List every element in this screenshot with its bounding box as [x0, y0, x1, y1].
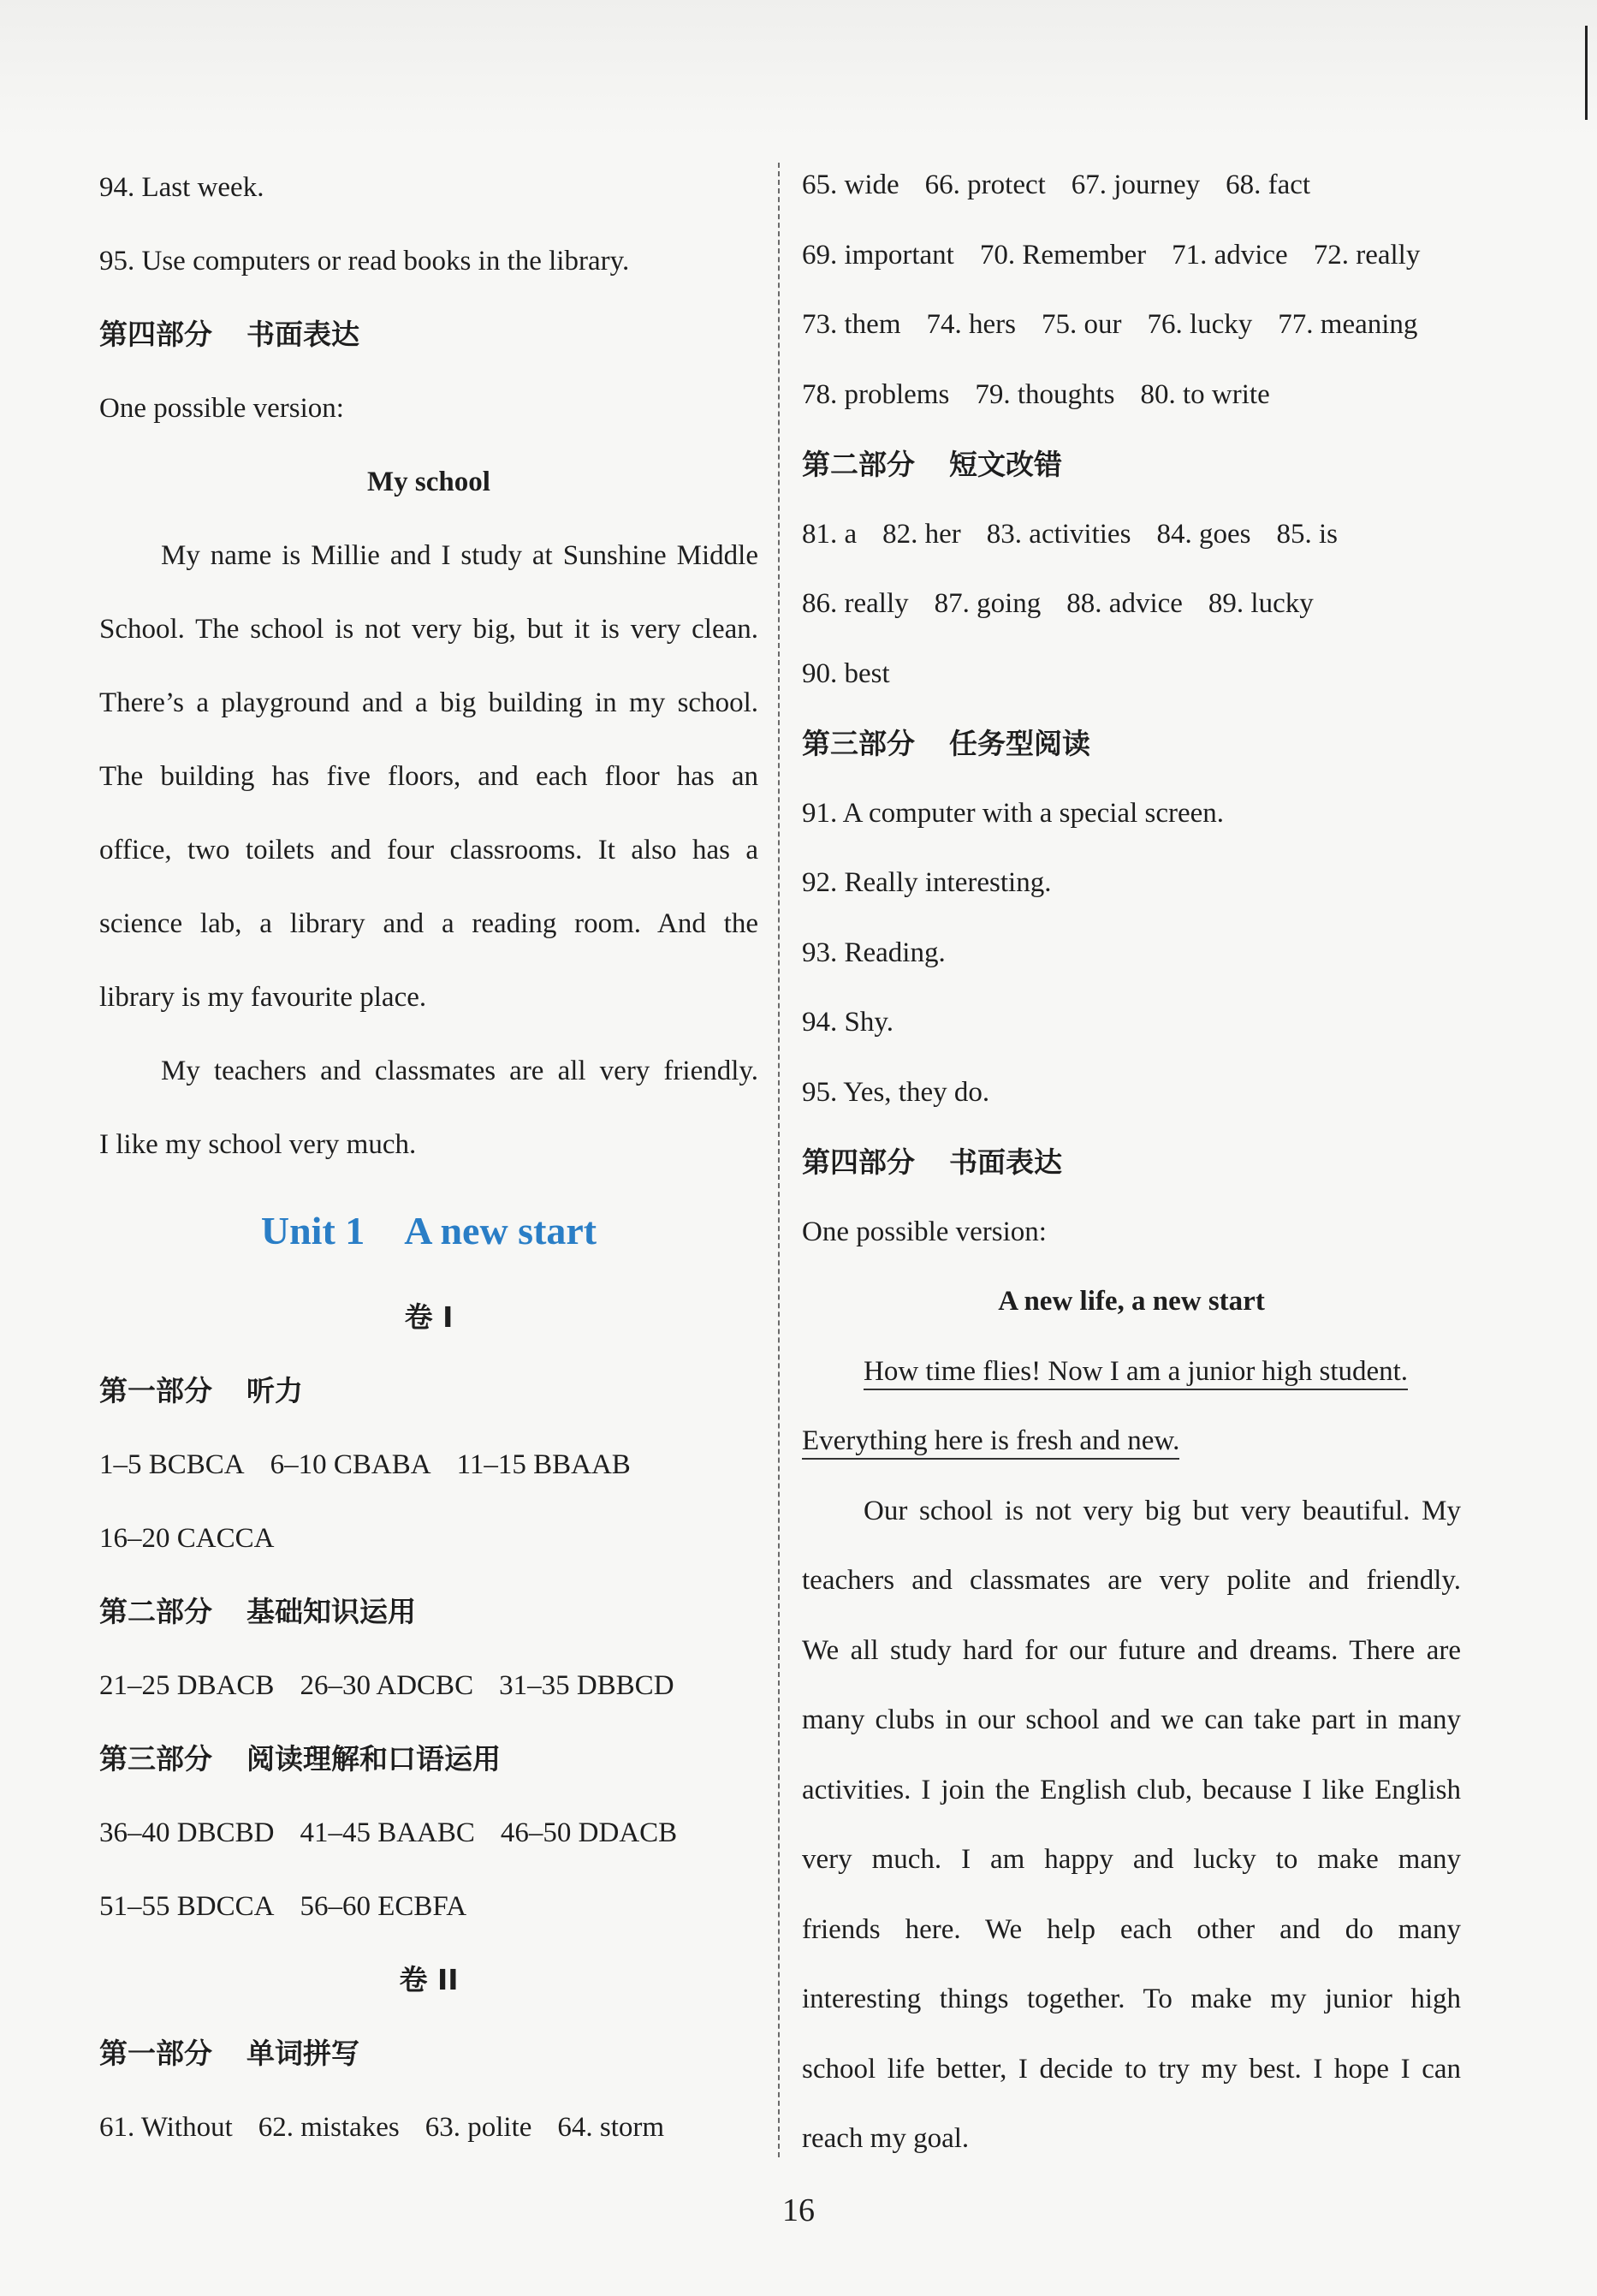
section-number: 第四部分 — [802, 1145, 915, 1179]
answer-item: 82. her — [882, 518, 961, 550]
essay-opening-line — [802, 1407, 1461, 1477]
section-number: 第三部分 — [99, 1742, 212, 1776]
essay-line: Our school is not very big but very beautiful. My — [864, 1495, 1461, 1526]
essay-line: We all study hard for our future and dreams. There are — [802, 1634, 1461, 1666]
section-heading-task-reading — [802, 709, 1461, 779]
section-name: 书面表达 — [949, 1145, 1062, 1179]
answer-item: 77. meaning — [1278, 309, 1418, 340]
answer-group: 41–45 BAABC — [300, 1817, 475, 1848]
essay-line: My name is Millie and I study at Sunshine Middle — [161, 540, 758, 571]
page-number: 16 — [782, 2192, 815, 2228]
answer-item: 85. is — [1276, 518, 1338, 550]
section-number: 第四部分 — [99, 318, 212, 351]
answer-item: 83. activities — [986, 518, 1131, 550]
answer-row — [99, 1796, 758, 1870]
essay-line: reach my goal. — [802, 2123, 970, 2154]
section-number: 第二部分 — [802, 448, 915, 481]
essay-line: School. The school is not very big, but it is very clean. — [99, 614, 758, 645]
essay-line: science lab, a library and a reading room. And the — [99, 908, 758, 939]
answer-94: 94. Shy. — [802, 1007, 893, 1038]
section-heading-listening — [99, 1354, 758, 1428]
essay-opening-line — [802, 1337, 1461, 1407]
left-column — [99, 151, 758, 2164]
answer-group: 36–40 DBCBD — [99, 1817, 275, 1848]
essay-line: interesting things together. To make my junior high — [802, 1984, 1461, 2014]
answer-item: 86. really — [802, 588, 909, 619]
answer-row — [802, 569, 1461, 639]
essay-line: school life better, I decide to try my best. I hope I can — [802, 2053, 1461, 2085]
answer-item: 74. hers — [926, 309, 1016, 340]
answer-row — [802, 500, 1461, 570]
answer-93: 93. Reading. — [802, 937, 946, 968]
section-name: 单词拼写 — [246, 2037, 359, 2070]
answer-row — [802, 221, 1461, 291]
answer-91: 91. A computer with a special screen. — [802, 797, 1225, 829]
section-name: 书面表达 — [246, 318, 359, 351]
essay-line: I like my school very much. — [99, 1129, 417, 1160]
answer-row — [99, 1649, 758, 1722]
answer-item: 79. thoughts — [975, 378, 1115, 410]
answer-item: 84. goes — [1156, 518, 1251, 550]
answer-item: 72. really — [1313, 239, 1421, 271]
essay-line: teachers and classmates are very polite and friendly. — [802, 1565, 1461, 1596]
section-number: 第一部分 — [99, 1374, 212, 1407]
essay-line: friends here. We help each other and do many — [802, 1913, 1461, 1945]
answer-group: 51–55 BDCCA — [99, 1891, 275, 1922]
answer-item: 64. storm — [557, 2112, 665, 2143]
section-heading-writing — [802, 1127, 1461, 1198]
essay-line: My teachers and classmates are all very friendly. — [161, 1056, 758, 1086]
answer-95: 95. Yes, they do. — [802, 1076, 990, 1108]
column-divider — [778, 163, 780, 2157]
right-column — [802, 151, 1461, 2174]
section-name: 任务型阅读 — [949, 727, 1090, 760]
answer-item: 80. to write — [1140, 378, 1270, 410]
answer-group: 21–25 DBACB — [99, 1670, 275, 1701]
answer-item: 87. going — [934, 588, 1042, 619]
answer-item: 67. journey — [1071, 170, 1201, 200]
answer-group: 46–50 DDACB — [500, 1817, 678, 1848]
section-number: 第二部分 — [99, 1595, 212, 1628]
answer-92: 92. Really interesting. — [802, 867, 1052, 898]
answer-item: 78. problems — [802, 378, 950, 410]
section-heading-reading — [99, 1722, 758, 1796]
answer-item: 81. a — [802, 518, 858, 550]
answer-item: 68. fact — [1226, 170, 1311, 200]
section-name: 听力 — [246, 1374, 303, 1407]
essay-title: My school — [367, 467, 490, 497]
answer-item: 69. important — [802, 239, 954, 271]
answer-group: 11–15 BBAAB — [456, 1449, 631, 1480]
section-name: 短文改错 — [949, 448, 1062, 481]
answer-group: 6–10 CBABA — [270, 1449, 431, 1480]
answer-item: 70. Remember — [979, 239, 1147, 271]
unit-name: A new start — [404, 1209, 597, 1252]
answer-group: 16–20 CACCA — [99, 1523, 275, 1554]
answer-group: 31–35 DBBCD — [499, 1670, 674, 1701]
answer-row — [99, 1502, 758, 1575]
section-heading-spelling — [99, 2017, 758, 2091]
paper-two-title: 卷 II — [399, 1963, 459, 1996]
answer-item: 63. polite — [424, 2112, 532, 2143]
section-number: 第一部分 — [99, 2037, 212, 2070]
page-edge-mark — [1585, 26, 1588, 120]
essay-line: office, two toilets and four classrooms. It also has a — [99, 835, 758, 865]
section-name: 阅读理解和口语运用 — [246, 1742, 501, 1776]
answer-row — [802, 360, 1461, 431]
section-heading-correction — [802, 430, 1461, 500]
underlined-text: How time flies! Now I am a junior high student. — [864, 1356, 1408, 1390]
answer-item: 61. Without — [99, 2112, 233, 2143]
essay-line: library is my favourite place. — [99, 982, 427, 1013]
answer-row — [99, 1870, 758, 1943]
essay-line: There’s a playground and a big building in my school. — [99, 687, 758, 718]
unit-number: Unit 1 — [260, 1209, 365, 1252]
answer-row — [802, 290, 1461, 360]
answer-item: 76. lucky — [1147, 309, 1253, 340]
page-top-shade — [0, 0, 1597, 137]
section-name: 基础知识运用 — [246, 1595, 416, 1628]
answer-group: 56–60 ECBFA — [300, 1891, 467, 1922]
answer-group: 1–5 BCBCA — [99, 1449, 245, 1480]
section-number: 第三部分 — [802, 727, 915, 760]
underlined-text: Everything here is fresh and new. — [802, 1425, 1179, 1460]
answer-row — [99, 2091, 758, 2164]
answer-item: 62. mistakes — [258, 2112, 400, 2143]
essay-line: The building has five floors, and each floor has an — [99, 761, 758, 792]
answer-row — [802, 151, 1461, 221]
section-heading-writing — [99, 298, 758, 372]
answer-row — [99, 1428, 758, 1502]
section-heading-basics — [99, 1575, 758, 1649]
answer-item: 71. advice — [1172, 239, 1288, 271]
version-label: One possible version: — [802, 1216, 1047, 1247]
answer-item: 88. advice — [1066, 588, 1183, 619]
answer-item: 65. wide — [802, 170, 899, 200]
answer-group: 26–30 ADCBC — [300, 1670, 474, 1701]
answer-item: 73. them — [802, 309, 901, 340]
essay-line: very much. I am happy and lucky to make many — [802, 1844, 1461, 1875]
answer-item: 66. protect — [924, 170, 1046, 200]
paper-one-title: 卷 I — [404, 1300, 454, 1334]
answer-item: 90. best — [802, 657, 890, 689]
essay-line: many clubs in our school and we can take part in many — [802, 1704, 1461, 1735]
answer-94: 94. Last week. — [99, 172, 264, 203]
answer-row — [802, 639, 1461, 710]
essay-line: activities. I join the English club, because I like English — [802, 1774, 1461, 1805]
essay-title: A new life, a new start — [998, 1286, 1265, 1317]
answer-95: 95. Use computers or read books in the library. — [99, 246, 630, 277]
unit-title — [99, 1181, 758, 1281]
answer-item: 89. lucky — [1208, 588, 1314, 619]
version-label: One possible version: — [99, 393, 344, 424]
answer-item: 75. our — [1041, 309, 1122, 340]
